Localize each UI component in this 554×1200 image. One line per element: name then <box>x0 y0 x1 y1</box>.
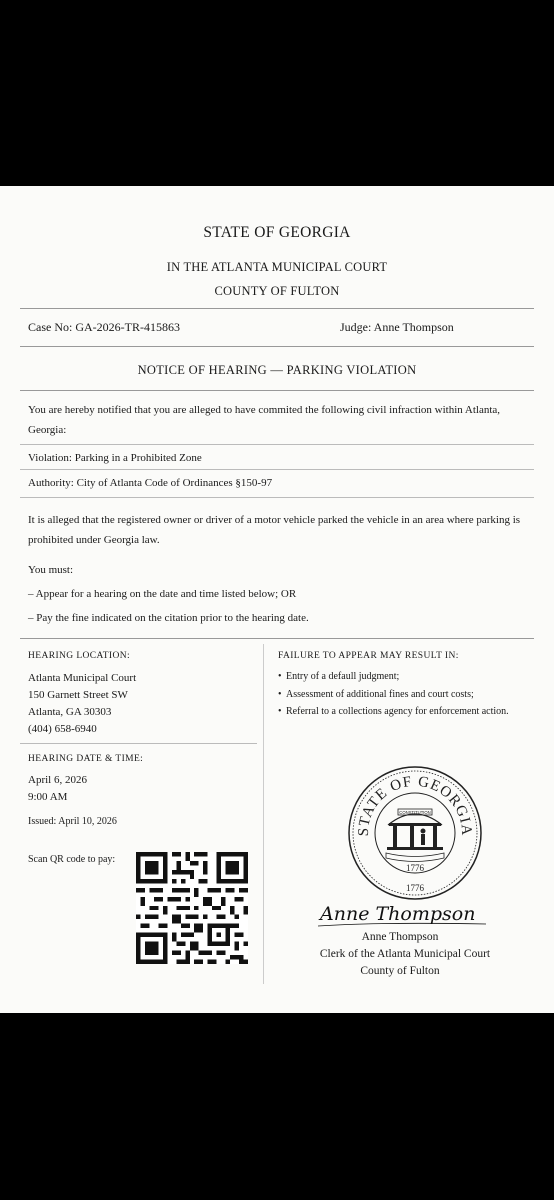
divider <box>20 469 534 470</box>
case-number: Case No: GA-2026-TR-415863 <box>28 320 180 334</box>
divider <box>20 308 534 309</box>
address-line: Atlanta, GA 30303 <box>28 706 112 718</box>
failure-consequences-list <box>278 670 538 723</box>
divider <box>20 497 534 498</box>
address-line: 150 Garnett Street SW <box>28 689 128 701</box>
hearing-date-label: HEARING DATE & TIME: <box>28 754 144 764</box>
signer-county: County of Fulton <box>360 965 440 977</box>
you-must-text: You must: <box>28 564 74 576</box>
seal-year-outer: 1776 <box>406 883 424 893</box>
failure-label: FAILURE TO APPEAR MAY RESULT IN: <box>278 651 459 661</box>
list-item: • Referral to a collections agency for enforcement action. <box>278 705 538 720</box>
county-heading: COUNTY OF FULTON <box>214 284 340 298</box>
state-heading: STATE OF GEORGIA <box>203 224 351 241</box>
notice-title: NOTICE OF HEARING — PARKING VIOLATION <box>137 363 417 377</box>
list-item: • Assessment of additional fines and court costs; <box>278 688 538 703</box>
divider <box>20 743 257 744</box>
signer-title: Clerk of the Atlanta Municipal Court <box>319 948 491 960</box>
scan-qr-label: Scan QR code to pay: <box>28 854 116 865</box>
phone-number: (404) 658-6940 <box>28 723 97 735</box>
address-line: Atlanta Municipal Court <box>28 672 137 684</box>
allegation-text: It is alleged that the registered owner or driver of a motor vehicle parked the vehicle in an area where parking is prohibited under Georgia law. <box>28 514 521 546</box>
payment-qr-code[interactable] <box>136 852 248 964</box>
divider <box>20 638 534 639</box>
court-heading: IN THE ATLANTA MUNICIPAL COURT <box>166 260 388 274</box>
signature-script: Anne Thompson <box>320 903 476 925</box>
option-pay: – Pay the fine indicated on the citation prior to the hearing date. <box>28 612 309 624</box>
authority-text: Authority: City of Atlanta Code of Ordinances §150-97 <box>28 477 273 489</box>
hearing-date-time <box>28 772 87 806</box>
seal-year-inner: 1776 <box>406 863 424 873</box>
state-seal-icon <box>340 761 490 901</box>
divider <box>20 390 534 391</box>
intro-text: You are hereby notified that you are alleged to have commited the following civil infraction within Atlanta, Georgia: <box>28 404 501 436</box>
hearing-time: 9:00 AM <box>28 791 68 803</box>
court-notice-document <box>0 186 554 1013</box>
violation-text: Violation: Parking in a Prohibited Zone <box>28 452 202 464</box>
judge-name: Judge: Anne Thompson <box>340 320 454 334</box>
column-divider <box>263 644 264 984</box>
hearing-date: April 6, 2026 <box>28 774 87 786</box>
hearing-location-label: HEARING LOCATION: <box>28 651 131 661</box>
divider <box>20 346 534 347</box>
list-item: • Entry of a defaull judgment; <box>278 670 538 685</box>
seal-banner-text: CONSTITUTION <box>399 810 431 815</box>
svg-text:STATE OF GEORGIA <box>356 774 474 837</box>
seal-top-text: STATE OF GEORGIA <box>355 773 475 837</box>
hearing-location-address <box>28 670 136 738</box>
signer-name: Anne Thompson <box>361 931 439 943</box>
issued-date: Issued: April 10, 2026 <box>28 816 117 827</box>
signature-image <box>316 896 488 932</box>
divider <box>20 444 534 445</box>
option-appear: – Appear for a hearing on the date and time listed below; OR <box>28 588 297 600</box>
